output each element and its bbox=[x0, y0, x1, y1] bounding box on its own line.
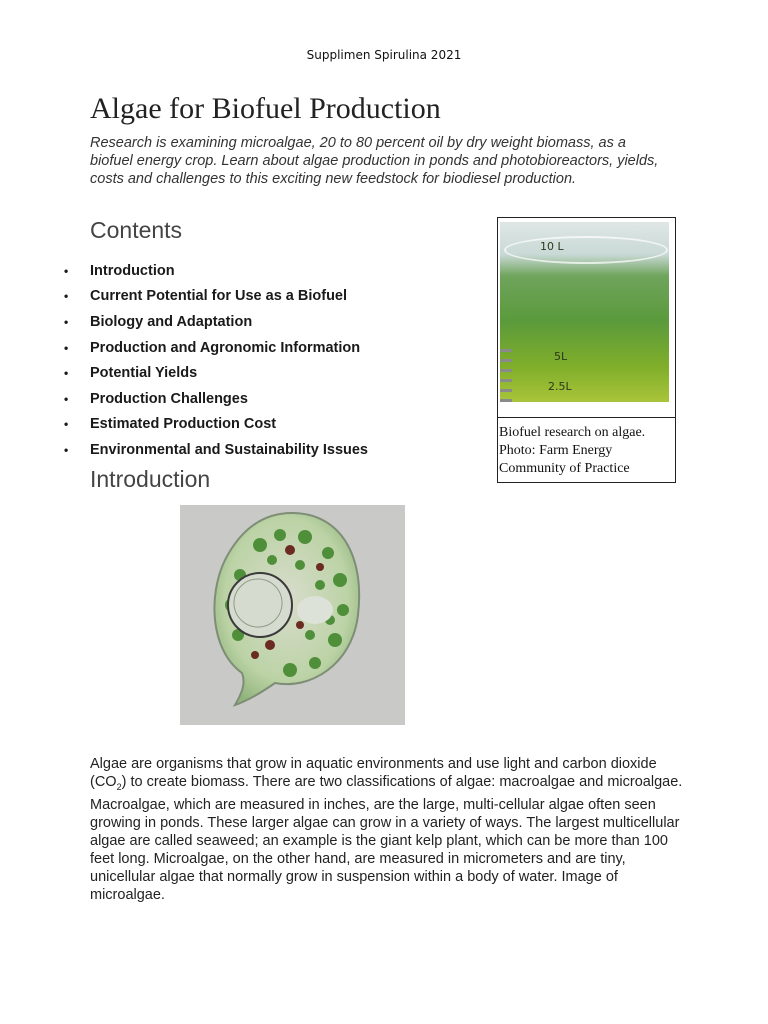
toc-item-challenges[interactable] bbox=[64, 386, 368, 412]
article-lead: Research is examining microalgae, 20 to 80 percent oil by dry weight biomass, as a biofuel energy crop. Learn about algae production in ponds and photobioreactors, yields, costs and challenges to this exciting new feedstock for biodiesel production. bbox=[90, 135, 659, 187]
toc-item-label: Current Potential for Use as a Biofuel bbox=[90, 288, 348, 305]
article-title: Algae for Biofuel Production bbox=[90, 92, 441, 125]
toc-item-label: Potential Yields bbox=[90, 365, 198, 382]
beaker-rim bbox=[504, 236, 668, 264]
toc-item-environmental[interactable] bbox=[64, 437, 368, 463]
toc-item-label: Introduction bbox=[90, 262, 175, 279]
figure-box bbox=[497, 217, 676, 483]
toc-item-introduction[interactable] bbox=[64, 258, 368, 284]
toc-item-label: Production and Agronomic Information bbox=[90, 339, 361, 356]
bullet-icon: • bbox=[64, 442, 69, 457]
bullet-icon: • bbox=[64, 417, 69, 432]
algae-beaker-photo bbox=[500, 222, 669, 402]
bullet-icon: • bbox=[64, 263, 69, 278]
toc-item-biology[interactable] bbox=[64, 309, 368, 335]
figure-divider bbox=[498, 417, 675, 418]
toc-item-cost[interactable] bbox=[64, 412, 368, 438]
toc-item-label: Estimated Production Cost bbox=[90, 416, 277, 433]
wire-rack bbox=[500, 342, 512, 402]
microalgae-cell-illustration bbox=[180, 505, 405, 725]
contents-heading: Contents bbox=[90, 217, 183, 243]
toc-item-label: Production Challenges bbox=[90, 390, 248, 407]
toc-item-label: Biology and Adaptation bbox=[90, 313, 253, 330]
microalgae-cell-image bbox=[180, 505, 405, 725]
beaker-mark-5l: 5L bbox=[554, 350, 568, 363]
bullet-icon: • bbox=[64, 391, 69, 406]
beaker-mark-2-5l: 2.5L bbox=[548, 380, 572, 393]
bullet-icon: • bbox=[64, 340, 69, 355]
beaker-mark-10l: 10 L bbox=[540, 240, 564, 253]
bullet-icon: • bbox=[64, 314, 69, 329]
figure-caption: Biofuel research on algae. Photo: Farm Energy Community of Practice bbox=[499, 425, 646, 476]
bullet-icon: • bbox=[64, 289, 69, 304]
toc-item-production[interactable] bbox=[64, 335, 368, 361]
bullet-icon: • bbox=[64, 366, 69, 381]
toc-item-yields[interactable] bbox=[64, 360, 368, 386]
introduction-heading: Introduction bbox=[90, 466, 211, 492]
document-header: Supplimen Spirulina 2021 bbox=[306, 48, 462, 62]
introduction-paragraph: Algae are organisms that grow in aquatic environments and use light and carbon dioxide $(CO_2)$ to create biomass. There are two classifications of algae: macroalgae and microalgae. Macroalgae, which are measured in inches, are the large, multi-cellular algae often seen growing in ponds. These larger algae can grow in a variety of ways. The largest multicellular algae are called seaweed; an example is the giant kelp plant, which can be more than 100 feet long. Microalgae, on the other hand, are measured in micrometers and are tiny, unicellular algae that normally grow in suspension within a body of water. Image of microalgae. bbox=[90, 756, 683, 903]
toc-item-label: Environmental and Sustainability Issues bbox=[90, 441, 368, 458]
toc-item-current-potential[interactable] bbox=[64, 284, 368, 310]
table-of-contents bbox=[64, 258, 368, 463]
